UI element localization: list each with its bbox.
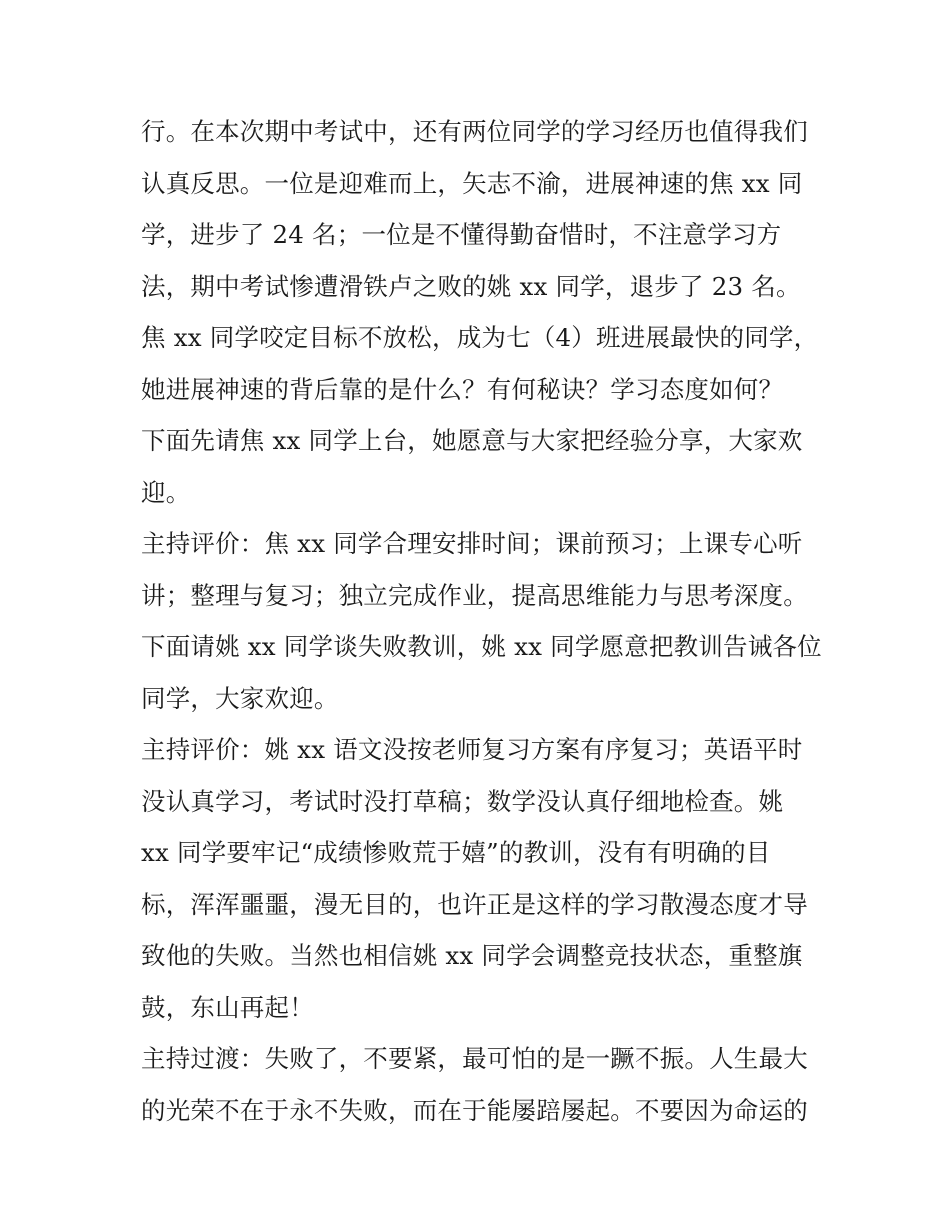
text-line: 致他的失败。当然也相信姚 xx 同学会调整竞技状态，重整旗 (141, 941, 803, 970)
text-line: 学，进步了 24 名；一位是不懂得勤奋惜时，不注意学习方 (141, 220, 782, 249)
text-line: 没认真学习，考试时没打草稿；数学没认真仔细地检查。姚 (141, 786, 784, 816)
text-line: 她进展神速的背后靠的是什么？有何秘诀？学习态度如何？ (141, 374, 784, 404)
body-text (141, 106, 841, 1136)
text-line: 焦 xx 同学咬定目标不放松，成为七（4）班进展最快的同学， (141, 323, 819, 352)
text-line: 下面先请焦 xx 同学上台，她愿意与大家把经验分享，大家欢 (141, 426, 803, 455)
text-line: xx 同学要牢记“成绩惨败荒于嬉”的教训，没有有明确的目 (141, 838, 771, 867)
text-line: 认真反思。一位是迎难而上，矢志不渝，进展神速的焦 xx 同 (141, 168, 803, 198)
text-line: 讲；整理与复习；独立完成作业，提高思维能力与思考深度。 (141, 580, 808, 610)
text-line: 主持评价：姚 xx 语文没按老师复习方案有序复习；英语平时 (141, 735, 803, 764)
text-line: 迎。 (141, 477, 191, 507)
text-line: 鼓，东山再起！ (141, 992, 314, 1022)
text-line: 的光荣不在于永不失败，而在于能屡踣屡起。不要因为命运的 (141, 1095, 808, 1125)
text-line: 主持过渡：失败了，不要紧，最可怕的是一蹶不振。人生最大 (141, 1044, 808, 1073)
text-line: 同学，大家欢迎。 (141, 683, 339, 713)
text-line: 主持评价：焦 xx 同学合理安排时间；课前预习；上课专心听 (141, 529, 803, 558)
text-line: 标，浑浑噩噩，漫无目的，也许正是这样的学习散漫态度才导 (141, 889, 808, 919)
text-line: 下面请姚 xx 同学谈失败教训，姚 xx 同学愿意把教训告诫各位 (141, 632, 822, 661)
text-line: 行。在本次期中考试中，还有两位同学的学习经历也值得我们 (141, 117, 808, 146)
text-line: 法，期中考试惨遭滑铁卢之败的姚 xx 同学，退步了 23 名。 (141, 271, 801, 301)
